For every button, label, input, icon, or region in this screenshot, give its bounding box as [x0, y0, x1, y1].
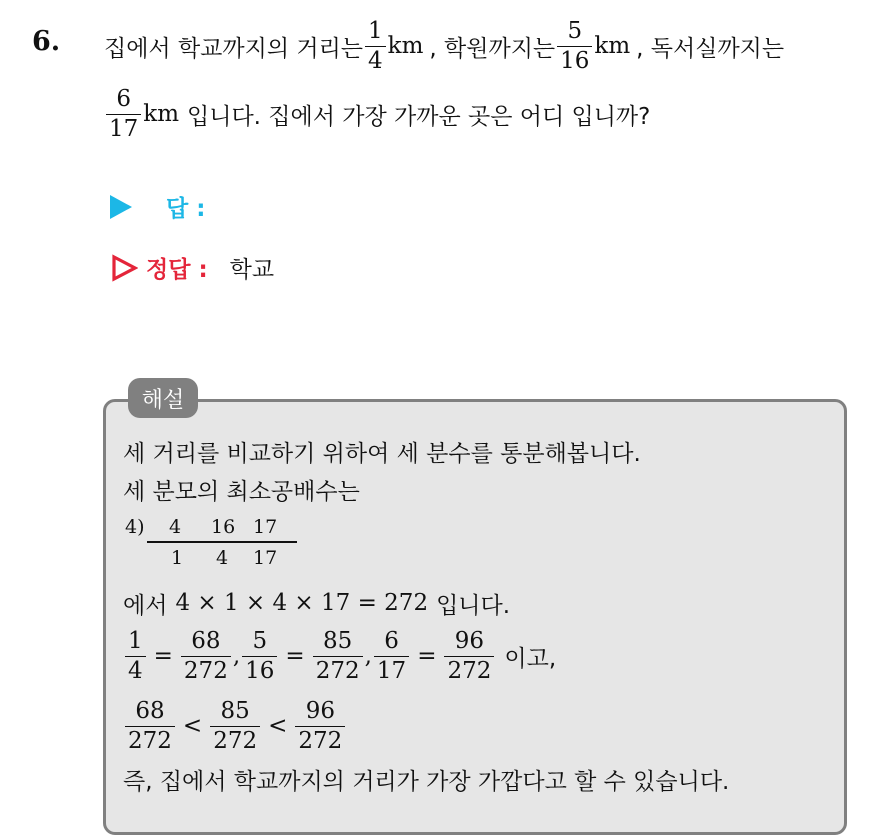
eq-suffix: 이고, [504, 645, 557, 672]
question-text-2: , 학원까지는 [429, 35, 556, 62]
explanation-line-1: 세 거리를 비교하기 위하여 세 분수를 통분해봅니다. [123, 440, 641, 467]
fraction [444, 627, 494, 684]
fraction-numerator: 5 [252, 627, 268, 654]
explanation-line-2: 세 분모의 최소공배수는 [123, 478, 360, 505]
comparison-row [123, 694, 347, 758]
fraction-numerator: 68 [135, 697, 165, 724]
fraction [125, 697, 175, 754]
explanation-tab: 해설 [128, 378, 198, 418]
division-top-1: 4 [169, 516, 182, 538]
fraction-numerator: 85 [220, 697, 250, 724]
fraction-numerator: 6 [116, 85, 131, 112]
unit-km: km [387, 33, 424, 59]
fraction-numerator: 96 [454, 627, 485, 654]
fraction-numerator: 1 [128, 627, 143, 654]
fraction-denominator: 272 [444, 656, 494, 683]
fraction-numerator: 1 [368, 17, 383, 44]
outline-triangle-icon [110, 254, 138, 282]
fraction-numerator: 96 [305, 697, 335, 724]
divisor: 4) [125, 516, 145, 538]
fraction-numerator: 68 [191, 627, 221, 654]
unit-km: km [594, 33, 631, 59]
fraction-denominator: 17 [374, 656, 409, 683]
answer-row [110, 190, 205, 223]
equals-sign: = [417, 643, 437, 669]
fraction-denominator: 272 [125, 726, 175, 753]
fraction [242, 627, 277, 684]
explanation-line-3 [123, 588, 510, 618]
question-text-4: 입니다. 집에서 가장 가까운 곳은 어디 입니까? [187, 103, 651, 130]
correct-answer-row [110, 251, 274, 284]
correct-answer-value: 학교 [229, 257, 275, 283]
unit-km: km [143, 101, 180, 127]
ladder-division [125, 514, 305, 576]
question-text-1: 집에서 학교까지의 거리는 [104, 35, 364, 62]
fraction [295, 697, 345, 754]
fraction-denominator: 16 [242, 656, 277, 683]
division-bottom-3: 17 [253, 547, 278, 569]
line3-suffix: 입니다. [436, 592, 511, 619]
correct-answer-label: 정답 : [146, 257, 208, 283]
fraction-denominator: 272 [295, 726, 345, 753]
fraction-denominator: 16 [557, 46, 592, 73]
fraction [313, 627, 363, 684]
fraction-denominator: 272 [181, 656, 231, 683]
fraction-denominator: 272 [313, 656, 363, 683]
question-line-1 [104, 14, 784, 78]
fraction-denominator: 17 [106, 114, 141, 141]
fraction-school [365, 17, 386, 74]
division-bar [147, 541, 297, 543]
fraction-library [106, 85, 141, 142]
fraction-academy [557, 17, 592, 74]
fraction-numerator: 6 [384, 627, 399, 654]
fraction-numerator: 85 [323, 627, 353, 654]
question-text-3: , 독서실까지는 [636, 35, 785, 62]
fraction [374, 627, 409, 684]
comma: , [364, 643, 372, 669]
division-top-2: 16 [211, 516, 236, 538]
question-line-2 [104, 82, 650, 146]
fraction-numerator: 5 [567, 17, 583, 44]
comma: , [232, 643, 241, 669]
equals-sign: = [285, 643, 305, 669]
division-top-3: 17 [253, 516, 278, 538]
less-than-sign: < [268, 713, 288, 739]
conclusion-line: 즉, 집에서 학교까지의 거리가 가장 가깝다고 할 수 있습니다. [123, 768, 730, 795]
less-than-sign: < [182, 713, 203, 739]
play-triangle-icon [110, 195, 132, 219]
equals-sign: = [153, 643, 173, 669]
fraction-denominator: 4 [125, 656, 146, 683]
fraction-denominator: 4 [365, 46, 386, 73]
lcm-product: 4 × 1 × 4 × 17 = 272 [175, 590, 429, 616]
fraction [125, 627, 146, 684]
division-bottom-1: 1 [171, 547, 184, 569]
fraction-denominator: 272 [210, 726, 260, 753]
division-bottom-2: 4 [216, 547, 229, 569]
question-number: 6. [32, 26, 61, 57]
answer-label: 답 : [166, 196, 206, 222]
fraction [181, 627, 231, 684]
line3-prefix: 에서 [123, 592, 168, 619]
fraction [210, 697, 260, 754]
equivalent-fractions-row [123, 624, 556, 688]
